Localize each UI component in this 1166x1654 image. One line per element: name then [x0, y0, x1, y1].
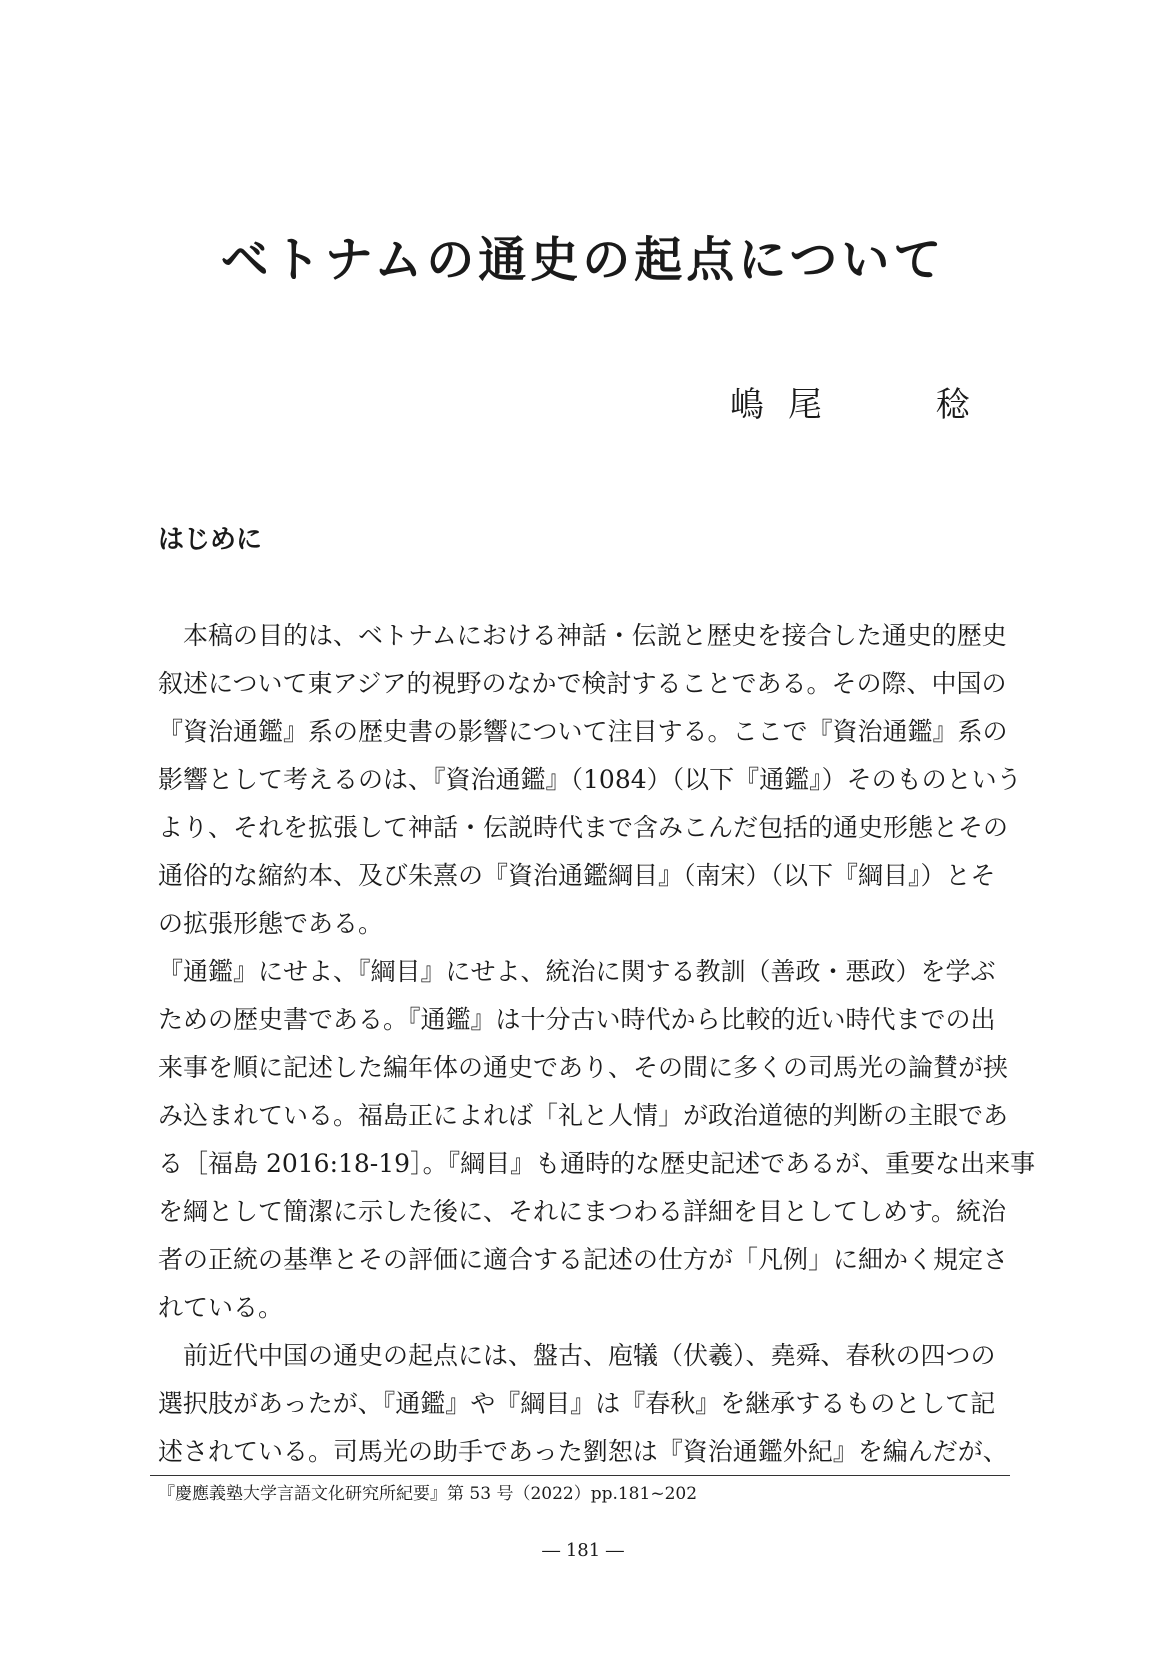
body-line: の拡張形態である。 — [158, 909, 384, 938]
body-line: 『通鑑』にせよ、『綱目』にせよ、統治に関する教訓（善政・悪政）を学ぶ — [158, 957, 996, 986]
page-number: ― 181 ― — [542, 1540, 624, 1561]
journal-citation: 『慶應義塾大学言語文化研究所紀要』第 53 号（2022）pp.181~202 — [158, 1484, 698, 1504]
body-line: 影響として考えるのは、『資治通鑑』（1084）（以下『通鑑』）そのものという — [158, 765, 1022, 794]
body-line: る［福島 2016:18-19］。『綱目』も通時的な歴史記述であるが、重要な出来事 — [158, 1149, 1036, 1178]
body-line: を綱として簡潔に示した後に、それにまつわる詳細を目としてしめす。統治 — [158, 1197, 1007, 1226]
body-line: れている。 — [158, 1293, 284, 1322]
body-line: 通俗的な縮約本、及び朱熹の『資治通鑑綱目』（南宋）（以下『綱目』）とそ — [158, 861, 996, 890]
body-line: 者の正統の基準とその評価に適合する記述の仕方が「凡例」に細かく規定さ — [158, 1245, 1009, 1274]
body-line: 『資治通鑑』系の歴史書の影響について注目する。ここで『資治通鑑』系の — [158, 717, 1008, 746]
body-line: ための歴史書である。『通鑑』は十分古い時代から比較的近い時代までの出 — [158, 1005, 996, 1034]
body-line: み込まれている。福島正によれば「礼と人情」が政治道徳的判断の主眼であ — [158, 1101, 1009, 1130]
body-text — [158, 612, 1036, 1476]
article-title: ベトナムの通史の起点について — [220, 232, 946, 288]
body-line: 叙述について東アジア的視野のなかで検討することである。その際、中国の — [158, 669, 1007, 698]
author-name — [730, 380, 990, 430]
body-line: より、それを拡張して神話・伝説時代まで含みこんだ包括的通史形態とその — [158, 813, 1009, 842]
body-line: 本稿の目的は、ベトナムにおける神話・伝説と歴史を接合した通史的歴史 — [158, 621, 1007, 650]
author-given-name: 稔 — [936, 385, 970, 425]
author-surname: 嶋尾 — [730, 385, 846, 425]
body-line: 選択肢があったが、『通鑑』や『綱目』は『春秋』を継承するものとして記 — [158, 1389, 996, 1418]
section-heading: はじめに — [158, 525, 263, 555]
body-line: 述されている。司馬光の助手であった劉恕は『資治通鑑外紀』を編んだが、 — [158, 1437, 1008, 1466]
body-line: 来事を順に記述した編年体の通史であり、その間に多くの司馬光の論賛が挟 — [158, 1053, 1009, 1082]
footnote-divider — [150, 1475, 1010, 1476]
body-line: 前近代中国の通史の起点には、盤古、庖犠（伏羲）、堯舜、春秋の四つの — [158, 1341, 996, 1370]
